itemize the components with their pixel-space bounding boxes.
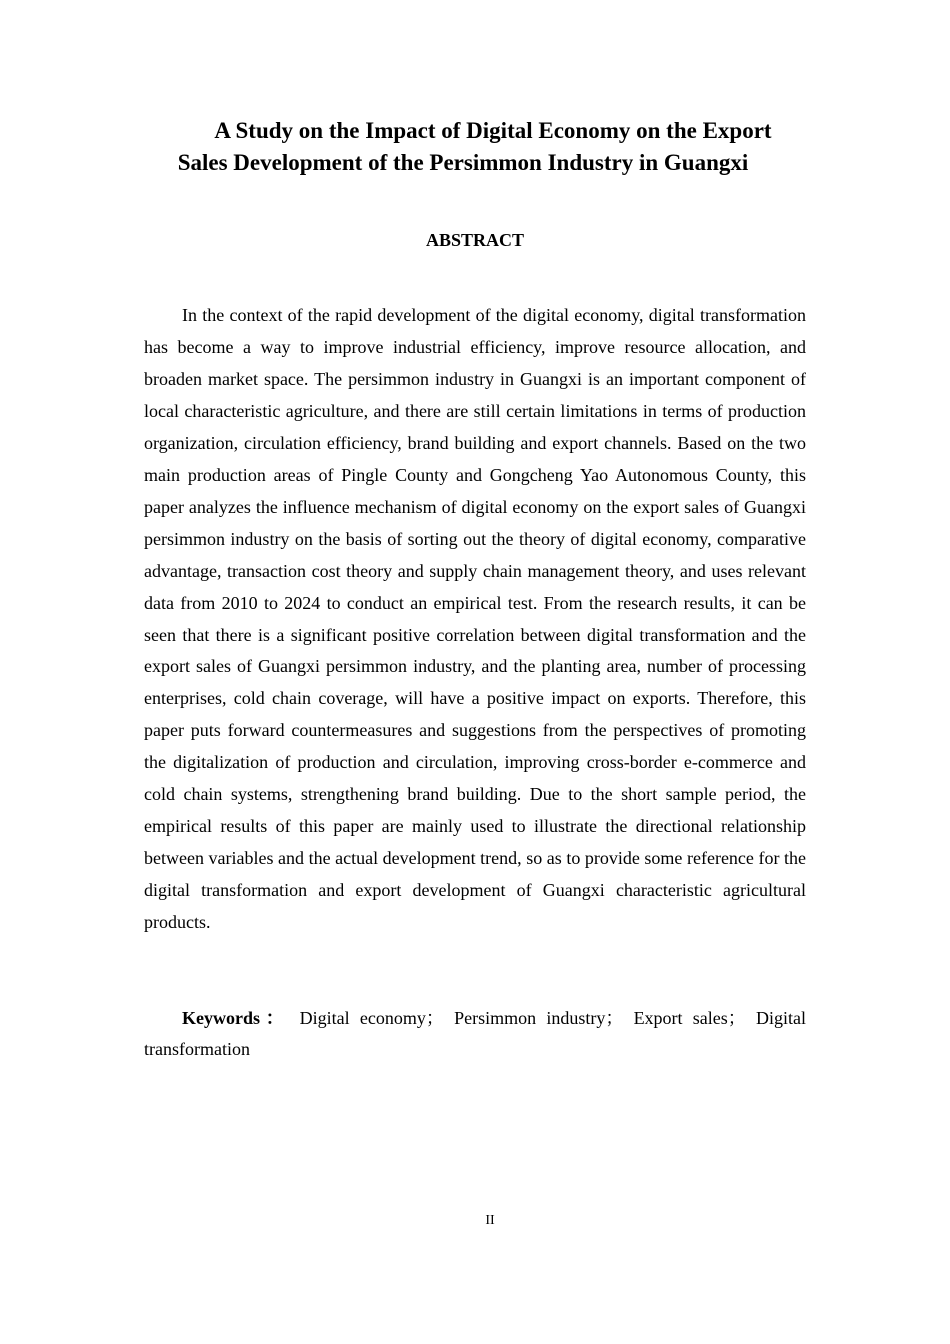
keywords-list: Digital economy； Persimmon industry； Export sales； Digital transformation xyxy=(144,1008,806,1059)
paper-title-line-1: A Study on the Impact of Digital Economy on the Export xyxy=(214,118,772,143)
paper-title-line-2: Sales Development of the Persimmon Industry in Guangxi xyxy=(177,150,749,175)
keywords-label: Keywords： xyxy=(182,1008,290,1028)
keywords-paragraph xyxy=(144,1003,806,1065)
paper-title xyxy=(144,115,806,179)
abstract-heading: ABSTRACT xyxy=(425,230,525,250)
page-number: II xyxy=(485,1213,495,1228)
abstract-paragraph: In the context of the rapid development of the digital economy, digital transformation has become a way to improve industrial efficiency, improve resource allocation, and broaden market space. The persimmon industry in Guangxi is an important component of local characteristic agriculture, and there are still certain limitations in terms of production organization, circulation efficiency, brand building and export channels. Based on the two main production areas of Pingle County and Gongcheng Yao Autonomous County, this paper analyzes the influence mechanism of digital economy on the export sales of Guangxi persimmon industry on the basis of sorting out the theory of digital economy, comparative advantage, transaction cost theory and supply chain management theory, and uses relevant data from 2010 to 2024 to conduct an empirical test. From the research results, it can be seen that there is a significant positive correlation between digital transformation and the export sales of Guangxi persimmon industry, and the planting area, number of processing enterprises, cold chain coverage, will have a positive impact on exports. Therefore, this paper puts forward countermeasures and suggestions from the perspectives of promoting the digitalization of production and circulation, improving cross-border e-commerce and cold chain systems, strengthening brand building. Due to the short sample period, the empirical results of this paper are mainly used to illustrate the directional relationship between variables and the actual development trend, so as to provide some reference for the digital transformation and export development of Guangxi characteristic agricultural products. xyxy=(144,305,806,933)
